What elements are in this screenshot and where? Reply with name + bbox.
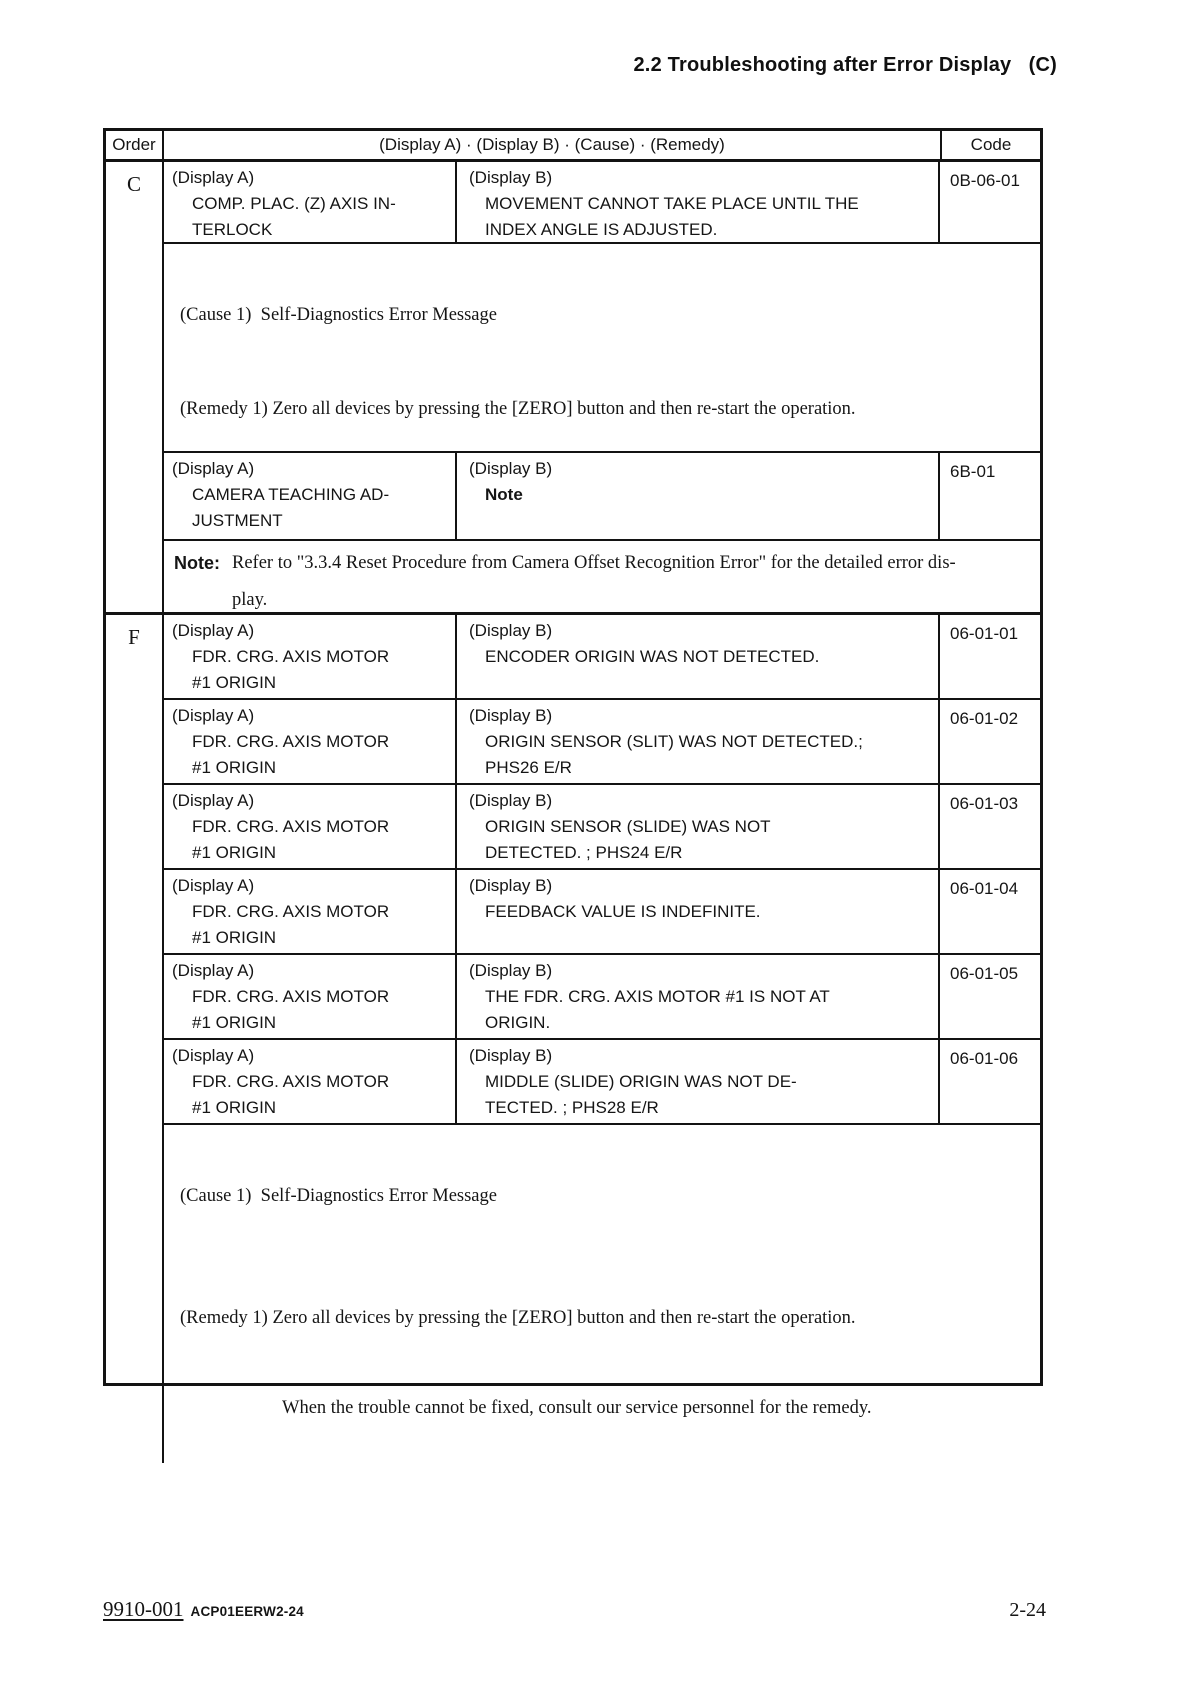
display-b-label: (Display B) xyxy=(469,791,553,810)
display-a-text: #1 ORIGIN xyxy=(192,1013,277,1032)
display-a-cell xyxy=(164,453,457,539)
page-number: 2-24 xyxy=(1009,1599,1046,1621)
display-pair-06-01-04 xyxy=(164,870,1040,955)
section-title: 2.2 Troubleshooting after Error Display (C) xyxy=(633,54,1057,76)
display-pair-06-01-06 xyxy=(164,1040,1040,1125)
display-a-text: CAMERA TEACHING AD- xyxy=(192,485,390,504)
display-b-label: (Display B) xyxy=(469,706,553,725)
display-b-cell xyxy=(457,700,940,783)
error-code: 06-01-05 xyxy=(950,964,1019,983)
note-line xyxy=(174,552,1030,575)
column-header-display-cause-remedy: (Display A) · (Display B) · (Cause) · (Remedy) xyxy=(379,135,725,154)
display-a-cell xyxy=(164,162,457,242)
display-a-text: TERLOCK xyxy=(192,220,273,239)
display-b-text: MOVEMENT CANNOT TAKE PLACE UNTIL THE xyxy=(485,194,859,213)
display-a-text: #1 ORIGIN xyxy=(192,1098,277,1117)
cause-text: (Cause 1) Self-Diagnostics Error Message xyxy=(180,305,497,325)
display-b-text: DETECTED. ; PHS24 E/R xyxy=(485,843,683,862)
error-code: 06-01-03 xyxy=(950,794,1019,813)
display-b-label: (Display B) xyxy=(469,961,553,980)
display-pair-06-01-05 xyxy=(164,955,1040,1040)
display-a-label: (Display A) xyxy=(172,706,255,725)
display-a-text: FDR. CRG. AXIS MOTOR xyxy=(192,1072,390,1091)
error-code: 06-01-02 xyxy=(950,709,1019,728)
display-a-text: FDR. CRG. AXIS MOTOR xyxy=(192,902,390,921)
error-code: 06-01-04 xyxy=(950,879,1019,898)
display-pair-6b-01 xyxy=(164,453,1040,541)
display-b-cell xyxy=(457,162,940,242)
display-b-label: (Display B) xyxy=(469,621,553,640)
note-text-continued: play. xyxy=(232,590,268,610)
display-b-cell xyxy=(457,955,940,1038)
table-row-order-c xyxy=(106,162,1040,615)
display-b-cell xyxy=(457,1040,940,1123)
display-a-label: (Display A) xyxy=(172,621,255,640)
note-label: Note: xyxy=(174,553,220,573)
display-a-text: FDR. CRG. AXIS MOTOR xyxy=(192,987,390,1006)
note-block xyxy=(164,541,1040,612)
remedy-text: (Remedy 1) Zero all devices by pressing the [ZERO] button and then re-start the operation. xyxy=(180,399,856,419)
display-b-note-ref: Note xyxy=(485,485,523,504)
column-header-code: Code xyxy=(940,131,1040,159)
note-text: Refer to "3.3.4 Reset Procedure from Camera Offset Recognition Error" for the detailed error dis- xyxy=(232,553,956,573)
display-b-cell xyxy=(457,453,940,539)
error-code: 6B-01 xyxy=(950,462,996,481)
display-b-text: ORIGIN SENSOR (SLIT) WAS NOT DETECTED.; xyxy=(485,732,863,751)
display-b-text: MIDDLE (SLIDE) ORIGIN WAS NOT DE- xyxy=(485,1072,797,1091)
display-a-text: #1 ORIGIN xyxy=(192,843,277,862)
footer xyxy=(103,1597,304,1622)
display-a-label: (Display A) xyxy=(172,791,255,810)
display-b-text: INDEX ANGLE IS ADJUSTED. xyxy=(485,220,718,239)
cause-remedy-block xyxy=(164,244,1040,453)
display-b-text: PHS26 E/R xyxy=(485,758,572,777)
display-b-text: ORIGIN. xyxy=(485,1013,551,1032)
display-pair-06-01-02 xyxy=(164,700,1040,785)
display-a-text: JUSTMENT xyxy=(192,511,283,530)
display-a-text: #1 ORIGIN xyxy=(192,928,277,947)
display-a-text: COMP. PLAC. (Z) AXIS IN- xyxy=(192,194,396,213)
cause-remedy-block xyxy=(164,1125,1040,1463)
column-header-order: Order xyxy=(106,131,164,159)
display-a-cell xyxy=(164,1040,457,1123)
order-letter: C xyxy=(106,162,164,612)
display-a-label: (Display A) xyxy=(172,168,255,187)
row-c-content xyxy=(164,162,1040,612)
display-a-cell xyxy=(164,785,457,868)
display-b-cell xyxy=(457,785,940,868)
document-code: ACP01EERW2-24 xyxy=(190,1604,304,1619)
remedy-text-continued: When the trouble cannot be fixed, consult our service personnel for the remedy. xyxy=(282,1398,872,1418)
display-b-text: TECTED. ; PHS28 E/R xyxy=(485,1098,659,1117)
remedy-text: (Remedy 1) Zero all devices by pressing the [ZERO] button and then re-start the operation. xyxy=(180,1308,856,1328)
display-a-text: #1 ORIGIN xyxy=(192,673,277,692)
display-b-label: (Display B) xyxy=(469,876,553,895)
table-header-row xyxy=(106,131,1040,162)
display-a-cell xyxy=(164,700,457,783)
display-b-label: (Display B) xyxy=(469,459,553,478)
display-pair-06-01-03 xyxy=(164,785,1040,870)
document-number: 9910-001 xyxy=(103,1597,184,1621)
display-b-cell xyxy=(457,870,940,953)
display-b-label: (Display B) xyxy=(469,1046,553,1065)
display-b-text: THE FDR. CRG. AXIS MOTOR #1 IS NOT AT xyxy=(485,987,830,1006)
display-b-text: ENCODER ORIGIN WAS NOT DETECTED. xyxy=(485,647,820,666)
display-a-text: FDR. CRG. AXIS MOTOR xyxy=(192,647,390,666)
display-b-text: FEEDBACK VALUE IS INDEFINITE. xyxy=(485,902,761,921)
display-pair-0b-06-01 xyxy=(164,162,1040,244)
display-a-label: (Display A) xyxy=(172,961,255,980)
display-b-text: ORIGIN SENSOR (SLIDE) WAS NOT xyxy=(485,817,771,836)
error-code: 06-01-06 xyxy=(950,1049,1019,1068)
table-row-order-f xyxy=(106,615,1040,1463)
cause-text: (Cause 1) Self-Diagnostics Error Message xyxy=(180,1186,497,1206)
display-a-label: (Display A) xyxy=(172,459,255,478)
troubleshooting-table xyxy=(103,128,1043,1418)
display-a-cell xyxy=(164,615,457,698)
order-letter: F xyxy=(106,615,164,1463)
display-a-cell xyxy=(164,870,457,953)
error-code: 06-01-01 xyxy=(950,624,1019,643)
row-f-content xyxy=(164,615,1040,1463)
display-b-label: (Display B) xyxy=(469,168,553,187)
display-a-text: FDR. CRG. AXIS MOTOR xyxy=(192,732,390,751)
display-a-label: (Display A) xyxy=(172,876,255,895)
display-a-label: (Display A) xyxy=(172,1046,255,1065)
display-pair-06-01-01 xyxy=(164,615,1040,700)
display-a-text: FDR. CRG. AXIS MOTOR xyxy=(192,817,390,836)
display-b-cell xyxy=(457,615,940,698)
error-code: 0B-06-01 xyxy=(950,171,1020,190)
display-a-text: #1 ORIGIN xyxy=(192,758,277,777)
display-a-cell xyxy=(164,955,457,1038)
